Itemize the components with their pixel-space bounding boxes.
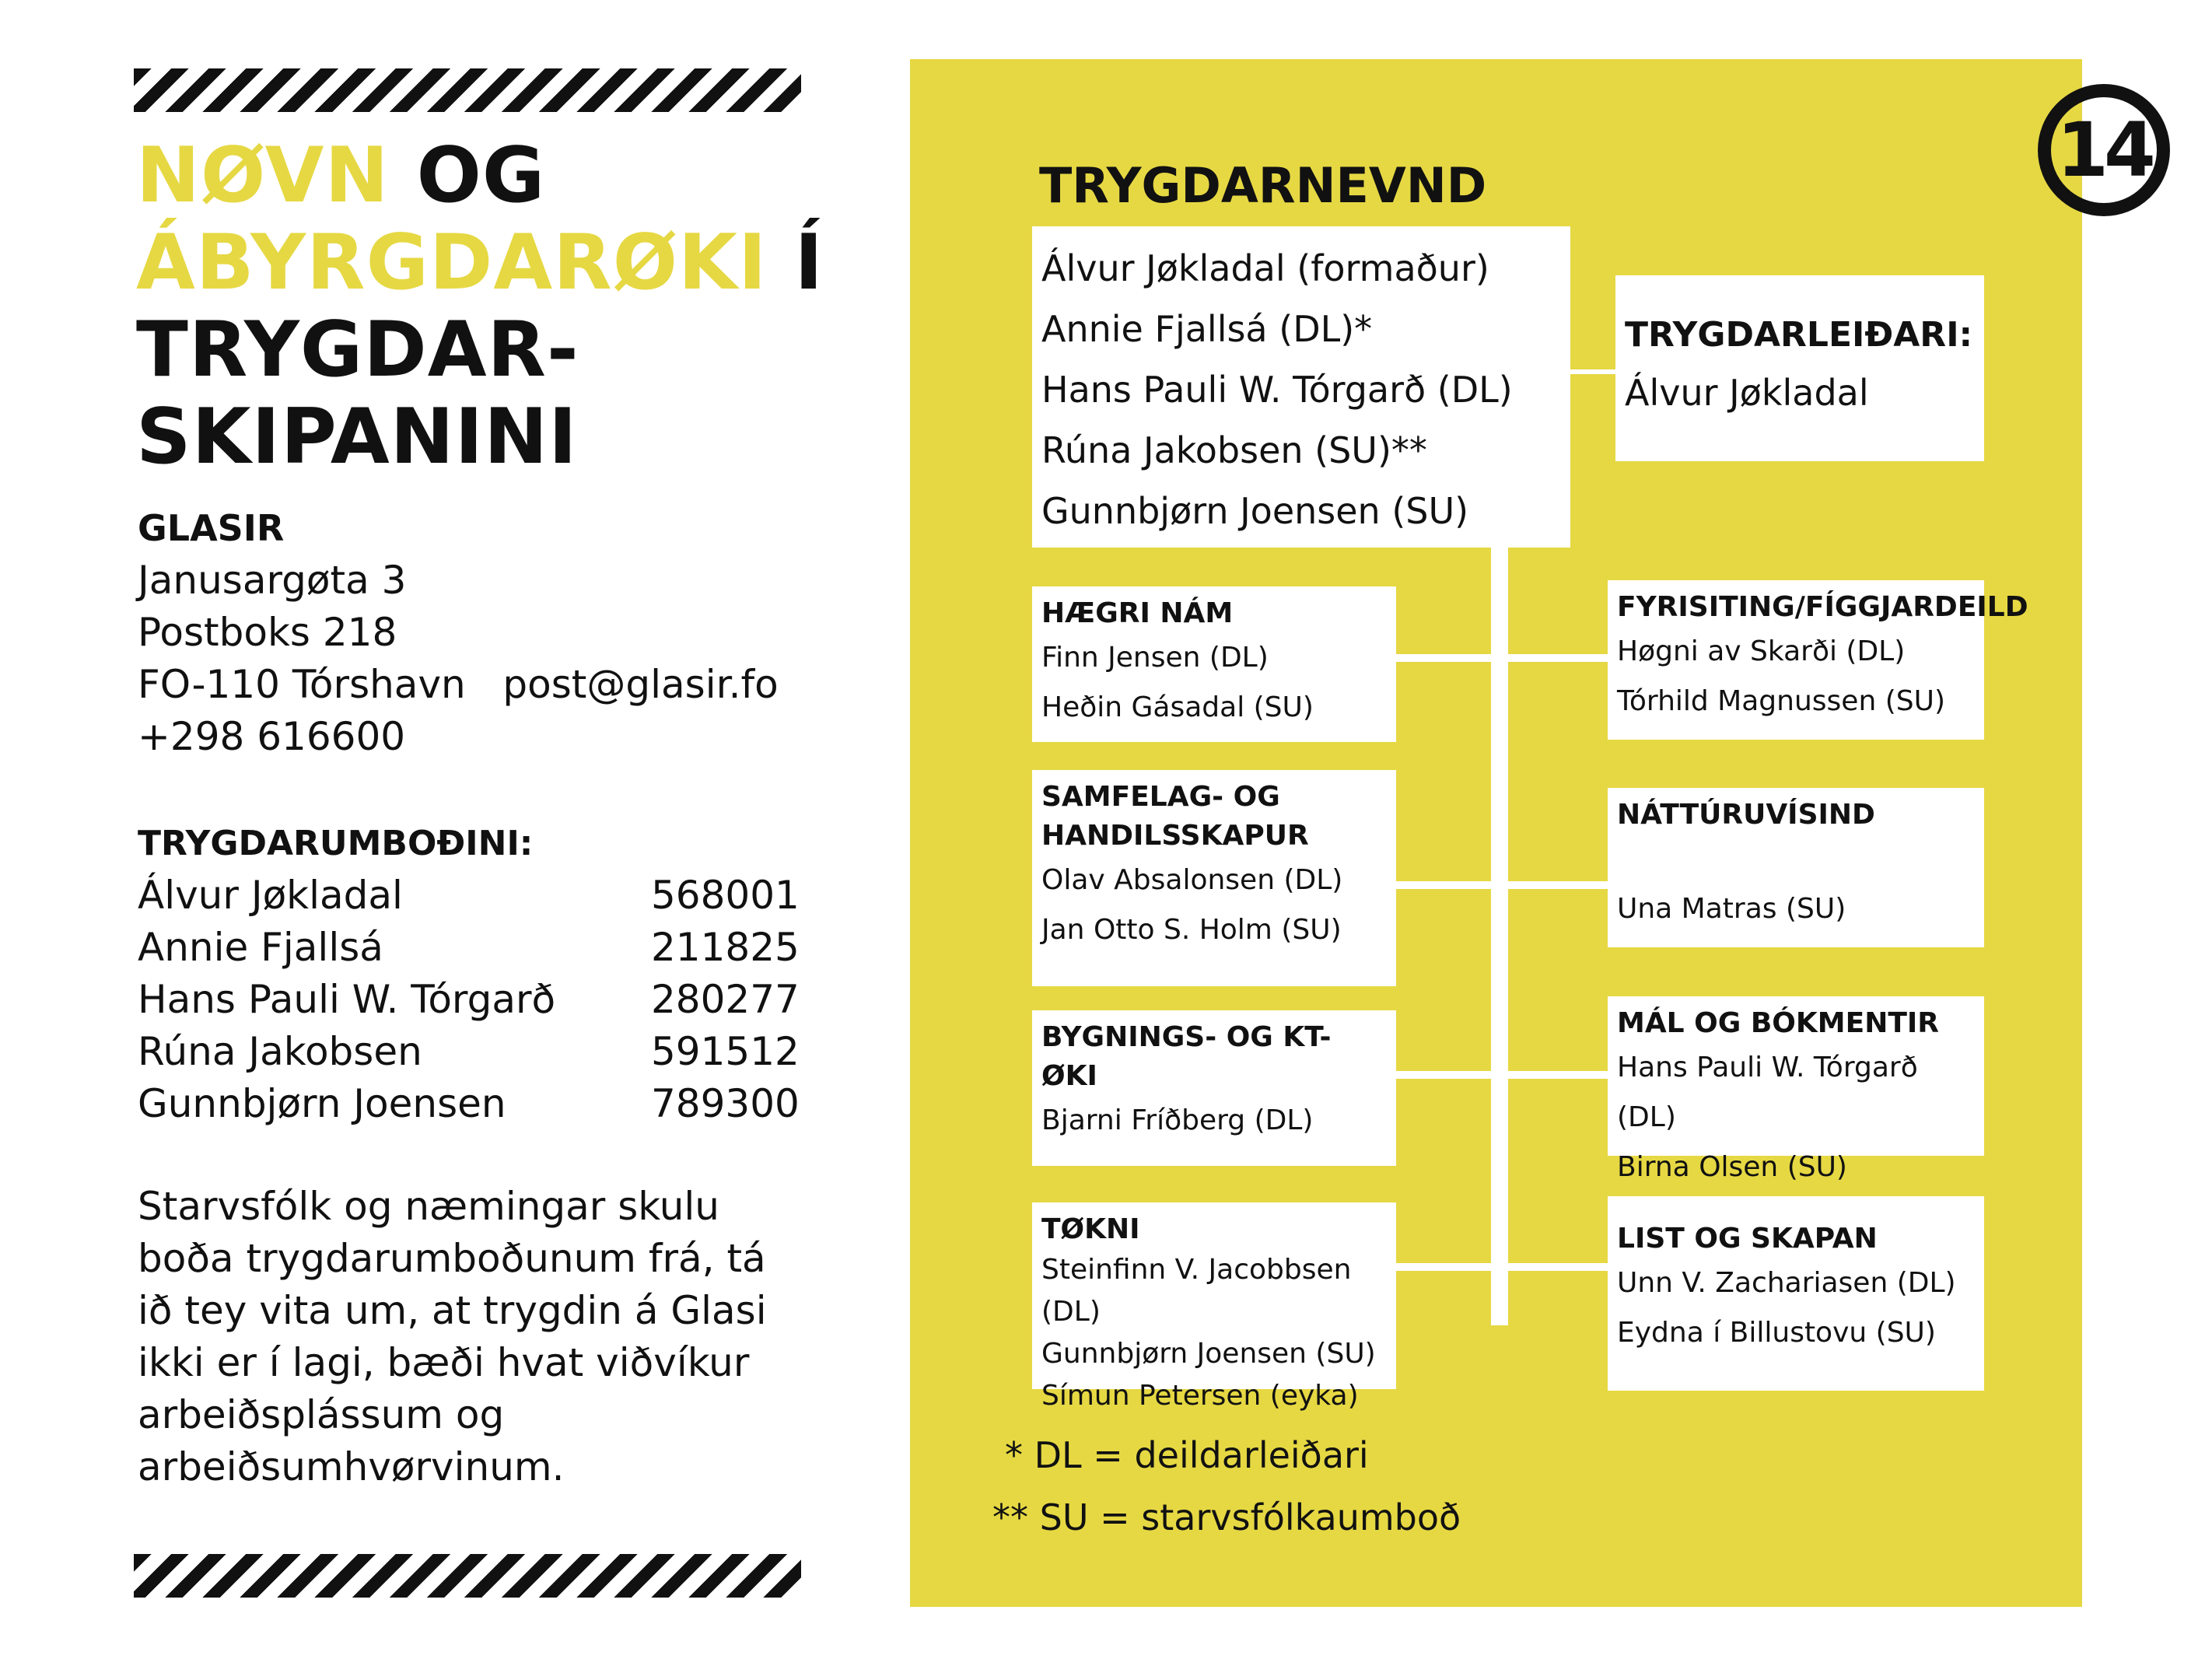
address-city-email-line <box>138 659 779 711</box>
department-title: LIST OG SKAPAN <box>1617 1223 1878 1255</box>
department-title: FYRISITING/FÍGGJARDEILD <box>1617 591 2028 623</box>
department-box <box>1608 580 2028 740</box>
page-number-badge: 14 <box>2038 84 2170 216</box>
department-member: Steinfinn V. Jacobbsen (DL) <box>1041 1254 1352 1328</box>
representative-row <box>138 870 800 922</box>
department-box <box>1032 586 1396 742</box>
address-city: FO-110 Tórshavn <box>138 662 466 707</box>
representatives-heading: TRYGDARUMBOÐINI: <box>138 824 534 863</box>
connector-leader <box>1570 369 1615 374</box>
committee-member: Hans Pauli W. Tórgarð (DL) <box>1041 369 1513 411</box>
department-member: Tórhild Magnussen (SU) <box>1617 685 1945 717</box>
department-box <box>1608 788 1984 947</box>
title-word-abyrgdaroki: ÁBYRGDARØKI <box>136 219 768 307</box>
title-word-i: Í <box>767 219 824 307</box>
department-member: Olav Absalonsen (DL) <box>1041 864 1343 896</box>
department-title: MÁL OG BÓKMENTIR <box>1617 1007 1939 1039</box>
department-member: Eydna í Billustovu (SU) <box>1617 1317 1936 1349</box>
leader-name: Álvur Jøkladal <box>1625 372 1869 414</box>
connector-row <box>1396 881 1608 889</box>
department-member: Jan Otto S. Holm (SU) <box>1041 914 1342 946</box>
leader-title: TRYGDARLEIÐARI: <box>1625 315 1973 355</box>
address-pobox: Postboks 218 <box>138 610 397 655</box>
representatives-list <box>138 817 800 1130</box>
org-chart-panel <box>910 59 2151 1607</box>
reporting-note: Starvsfólk og næmingar skulu boða trygdarumboðunum frá, tá ið tey vita um, at trygdin á Glasi ikki er í lagi, bæði hvat viðvíkur arbeiðsplássum og arbeiðsumhvørvinum. <box>138 1184 767 1489</box>
connector-row <box>1396 1263 1608 1271</box>
representative-phone: 789300 <box>651 1081 800 1126</box>
title-word-skipanini: SKIPANINI <box>136 393 578 481</box>
representative-row <box>138 922 800 974</box>
department-box <box>1608 1196 1984 1391</box>
department-member: Unn V. Zachariasen (DL) <box>1617 1267 1956 1299</box>
org-name: GLASIR <box>138 507 285 549</box>
representative-phone: 211825 <box>651 925 800 970</box>
department-member: Birna Olsen (SU) <box>1617 1151 1847 1183</box>
department-member: Una Matras (SU) <box>1617 893 1846 925</box>
committee-member: Rúna Jakobsen (SU)** <box>1041 429 1427 471</box>
department-box <box>1032 1202 1396 1412</box>
department-member: Símun Petersen (eyka) <box>1041 1380 1359 1412</box>
connector-trunk <box>1491 548 1508 1325</box>
representative-name: Álvur Jøkladal <box>138 873 403 918</box>
committee-member: Annie Fjallsá (DL)* <box>1041 308 1373 350</box>
committee-member: Gunnbjørn Joensen (SU) <box>1041 490 1469 532</box>
department-member: Hans Pauli W. Tórgarð (DL) <box>1617 1052 1918 1133</box>
department-box <box>1032 770 1396 986</box>
department-member: Høgni av Skarði (DL) <box>1617 635 1906 667</box>
title-word-trygdar: TRYGDAR- <box>136 306 579 394</box>
representative-phone: 280277 <box>651 977 800 1022</box>
committee-title: TRYGDARNEVND <box>1039 157 1487 214</box>
page-title <box>136 132 824 481</box>
connector-row <box>1396 1071 1608 1079</box>
department-title: NÁTTÚRUVÍSIND <box>1617 799 1875 831</box>
representative-phone: 591512 <box>651 1029 800 1074</box>
address-block <box>138 502 779 763</box>
representative-phone: 568001 <box>651 873 800 918</box>
department-title: SAMFELAG- OG HANDILSSKAPUR <box>1041 781 1309 852</box>
representative-name: Annie Fjallsá <box>138 925 383 970</box>
title-word-novn: NØVN <box>136 131 390 220</box>
footnote-dl: * DL = deildarleiðari <box>1005 1434 1369 1476</box>
department-member: Finn Jensen (DL) <box>1041 642 1269 674</box>
hazard-stripe-bottom <box>134 1554 801 1598</box>
department-box <box>1032 1010 1396 1166</box>
department-member: Gunnbjørn Joensen (SU) <box>1041 1338 1376 1370</box>
committee-member: Álvur Jøkladal (formaður) <box>1041 247 1489 289</box>
representative-row <box>138 1026 800 1078</box>
representative-name: Gunnbjørn Joensen <box>138 1081 506 1126</box>
footnote-su: ** SU = starvsfólkaumboð <box>992 1496 1461 1538</box>
title-word-og: OG <box>389 131 546 220</box>
address-street: Janusargøta 3 <box>138 558 407 603</box>
department-member: Bjarni Fríðberg (DL) <box>1041 1104 1314 1136</box>
department-member: Heðin Gásadal (SU) <box>1041 691 1314 723</box>
committee-box <box>1032 226 1570 548</box>
email-link[interactable]: post@glasir.fo <box>502 662 779 707</box>
representative-name: Hans Pauli W. Tórgarð <box>138 977 556 1022</box>
department-title: TØKNI <box>1041 1213 1140 1245</box>
safety-leader-box <box>1615 275 1984 461</box>
department-title: HÆGRI NÁM <box>1041 597 1234 629</box>
department-title: BYGNINGS- OG KT-ØKI <box>1041 1021 1332 1092</box>
hazard-stripe-top <box>134 68 801 112</box>
address-phone: +298 616600 <box>138 714 406 759</box>
department-box <box>1608 996 1984 1183</box>
representative-row <box>138 1078 800 1130</box>
representative-name: Rúna Jakobsen <box>138 1029 422 1074</box>
connector-row <box>1396 654 1608 662</box>
representative-row <box>138 974 800 1026</box>
